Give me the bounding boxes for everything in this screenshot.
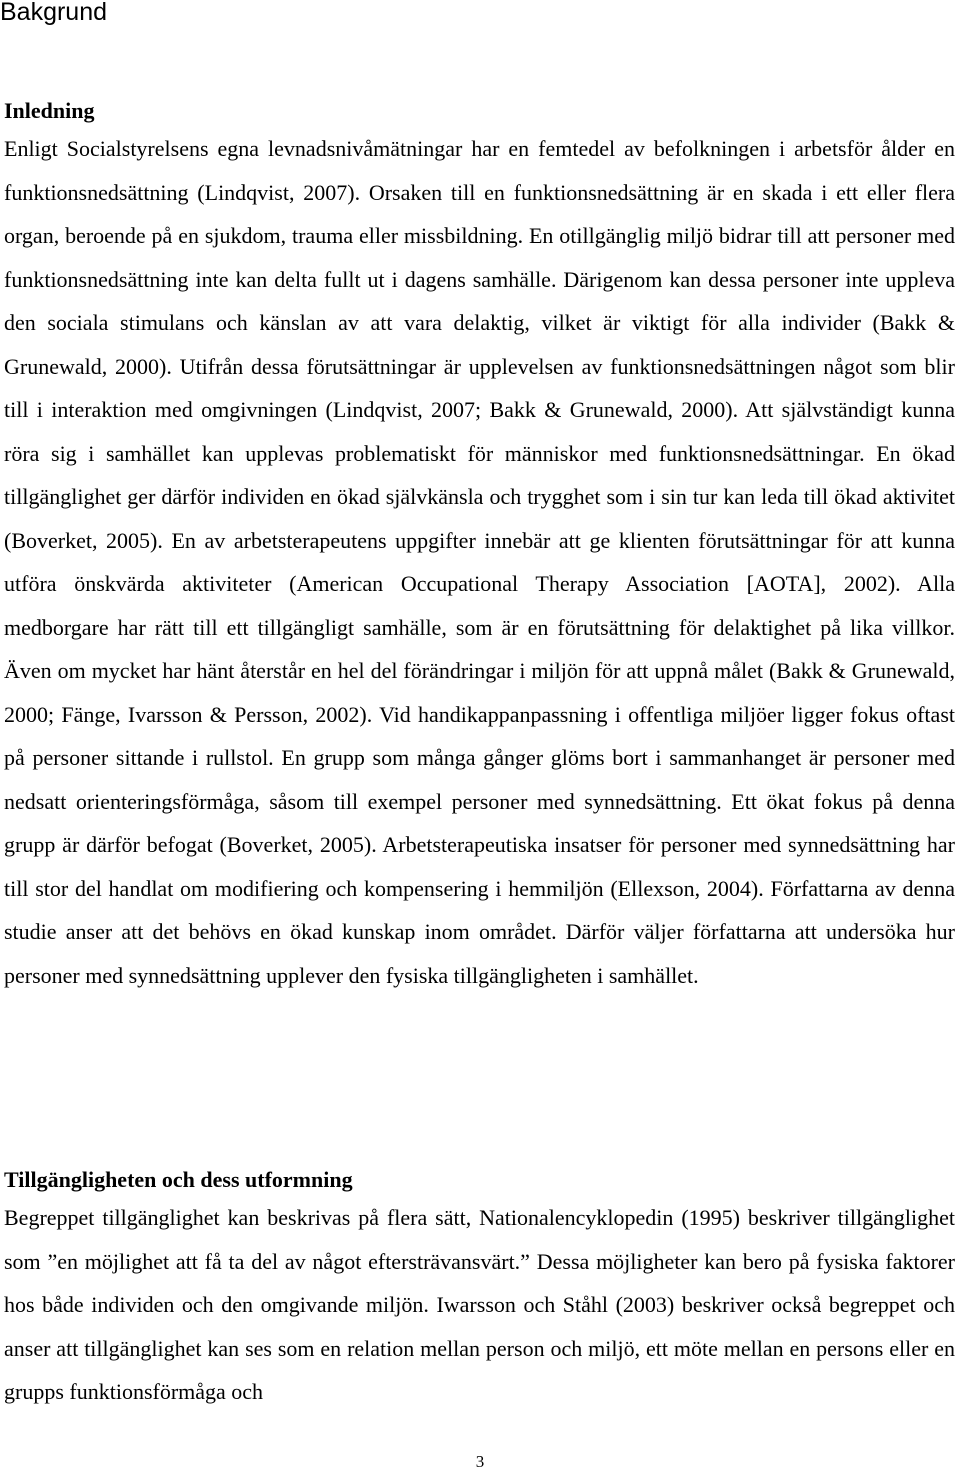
section-inledning xyxy=(4,95,955,997)
page-number: 3 xyxy=(475,1452,485,1471)
section-tillganglighet xyxy=(4,1164,955,1414)
body-paragraph: Enligt Socialstyrelsens egna levnadsnivåmätningar har en femtedel av befolkningen i arbetsför ålder en funktionsnedsättning (Lindqvist, 2007). Orsaken till en funktionsnedsättning är en skada i ett eller flera organ, beroende på en sjukdom, trauma eller missbildning. En otillgänglig miljö bidrar till att personer med funktionsnedsättning inte kan delta fullt ut i dagens samhälle. Därigenom kan dessa personer inte uppleva den sociala stimulans och känslan av att vara delaktig, vilket är viktigt för alla individer (Bakk & Grunewald, 2000). Utifrån dessa förutsättningar är upplevelsen av funktionsnedsättningen något som blir till i interaktion med omgivningen (Lindqvist, 2007; Bakk & Grunewald, 2000). Att självständigt kunna röra sig i samhället kan upplevas problematiskt för människor med funktionsnedsättningar. En ökad tillgänglighet ger därför individen en ökad självkänsla och trygghet som i sin tur kan leda till ökad aktivitet (Boverket, 2005). En av arbetsterapeutens uppgifter innebär att ge klienten förutsättningar för att kunna utföra önskvärda aktiviteter (American Occupational Therapy Association [AOTA], 2002). Alla medborgare har rätt till ett tillgängligt samhälle, som är en förutsättning för delaktighet på lika villkor. Även om mycket har hänt återstår en hel del förändringar i miljön för att uppnå målet (Bakk & Grunewald, 2000; Fänge, Ivarsson & Persson, 2002). Vid handikappanpassning i offentliga miljöer ligger fokus oftast på personer sittande i rullstol. En grupp som många gånger glöms bort i sammanhanget är personer med nedsatt orienteringsförmåga, såsom till exempel personer med synnedsättning. Ett ökat fokus på denna grupp är därför befogat (Boverket, 2005). Arbetsterapeutiska insatser för personer med synnedsättning har till stor del handlat om modifiering och kompensering i hemmiljön (Ellexson, 2004). Författarna av denna studie anser att det behövs en ökad kunskap inom området. Därför väljer författarna att undersöka hur personer med synnedsättning upplever den fysiska tillgängligheten i samhället. xyxy=(4,136,955,988)
section-title: Inledning xyxy=(4,98,95,123)
page-heading: Bakgrund xyxy=(0,0,108,26)
body-paragraph: Begreppet tillgänglighet kan beskrivas på flera sätt, Nationalencyklopedin (1995) beskriver tillgänglighet som ”en möjlighet att få ta del av något eftersträvansvärt.” Dessa möjligheter kan bero på fysiska faktorer hos både individen och den omgivande miljön. Iwarsson och Ståhl (2003) beskriver också begreppet och anser att tillgänglighet kan ses som en relation mellan person och miljö, ett möte mellan en persons eller en grupps funktionsförmåga och xyxy=(4,1205,955,1404)
section-title: Tillgängligheten och dess utformning xyxy=(4,1167,353,1192)
